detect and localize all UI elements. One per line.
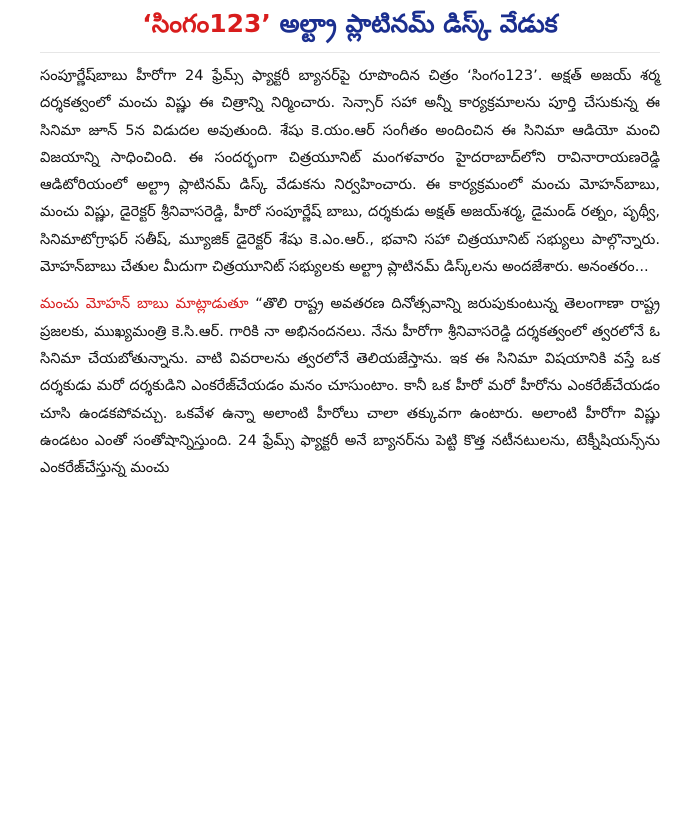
speaker-quote: “తొలి రాష్ట్ర అవతరణ దినోత్సవాన్ని జరుపుకుంటున్న తెలంగాణా రాష్ట్ర ప్రజలకు, ముఖ్యమంత్రి కె.సి.ఆర్. గారికి నా అభినందనలు. నేను హీరోగా శ్రీనివాసరెడ్డి దర్శకత్వంలో త్వరలోనే ఓ సినిమా చేయబోతున్నాను. వాటి వివరాలను త్వరలోనే తెలియజేస్తాను. ఇక ఈ సినిమా విషయానికి వస్తే ఒక దర్శకుడు మరో దర్శకుడిని ఎంకరేజ్‌చేయడం మనం చూసుంటాం. కానీ ఒక హీరో మరో హీరోను ఎంకరేజ్‌చేయడం చూసి ఉండకపోవచ్చు. ఒకవేళ ఉన్నా అలాంటి హీరోలు చాలా తక్కువగా ఉంటారు. అలాంటి హీరోగా విష్ణు ఉండటం ఎంతో సంతోషాన్నిస్తుంది. 24 ఫ్రేమ్స్ ఫ్యాక్టరీ అనే బ్యానర్‌ను పెట్టి కొత్త నటీనటులను, టెక్నీషియన్స్‌ను ఎంకరేజ్‌చేస్తున్న మంచు bbox=[40, 295, 660, 477]
speaker-highlight: మంచు మోహన్ బాబు మాట్లాడుతూ bbox=[40, 295, 249, 313]
headline-divider bbox=[40, 52, 660, 53]
headline-rest: అల్ట్రా ప్లాటినమ్ డిస్క్ వేడుక bbox=[270, 9, 558, 38]
article-body bbox=[40, 62, 660, 481]
paragraph-spacer bbox=[40, 280, 660, 290]
headline-movie-title: ‘సింగం123’ bbox=[142, 9, 271, 38]
article-paragraph-2 bbox=[40, 290, 660, 481]
article-headline bbox=[40, 0, 660, 50]
article-paragraph-1: సంపూర్ణేష్‌బాబు హీరోగా 24 ఫ్రేమ్స్ ఫ్యాక్టరీ బ్యానర్‌పై రూపొందిన చిత్రం ‘సింగం123’. అక్షత్ అజయ్ శర్మ దర్శకత్వంలో మంచు విష్ణు ఈ చిత్రాన్ని నిర్మించారు. సెన్సార్ సహా అన్నీ కార్యక్రమాలను పూర్తి చేసుకున్న ఈ సినిమా జూన్ 5న విడుదల అవుతుంది. శేషు కె.యం.ఆర్ సంగీతం అందించిన ఈ సినిమా ఆడియో మంచి విజయాన్ని సాధించింది. ఈ సందర్భంగా చిత్రయూనిట్ మంగళవారం హైదరాబాద్‌లోని రావినారాయణరెడ్డి ఆడిటోరియంలో అల్ట్రా ప్లాటినమ్ డిస్క్ వేడుకను నిర్వహించారు. ఈ కార్యక్రమంలో మంచు మోహన్‌బాబు, మంచు విష్ణు, డైరెక్టర్ శ్రీనివాసరెడ్డి, హీరో సంపూర్ణేష్ బాబు, దర్శకుడు అక్షత్ అజయ్‌శర్మ, డైమండ్ రత్నం, పృథ్వీ, సినిమాటోగ్రాఫర్ సతీష్, మ్యూజిక్ డైరెక్టర్ శేషు కె.ఎం.ఆర్., భవాని సహా చిత్రయూనిట్ సభ్యులు పాల్గొన్నారు. మోహన్‌బాబు చేతుల మీదుగా చిత్రయూనిట్ సభ్యులకు అల్ట్రా ప్లాటినమ్ డిస్క్‌లను అందజేశారు. అనంతరం... bbox=[40, 67, 660, 276]
